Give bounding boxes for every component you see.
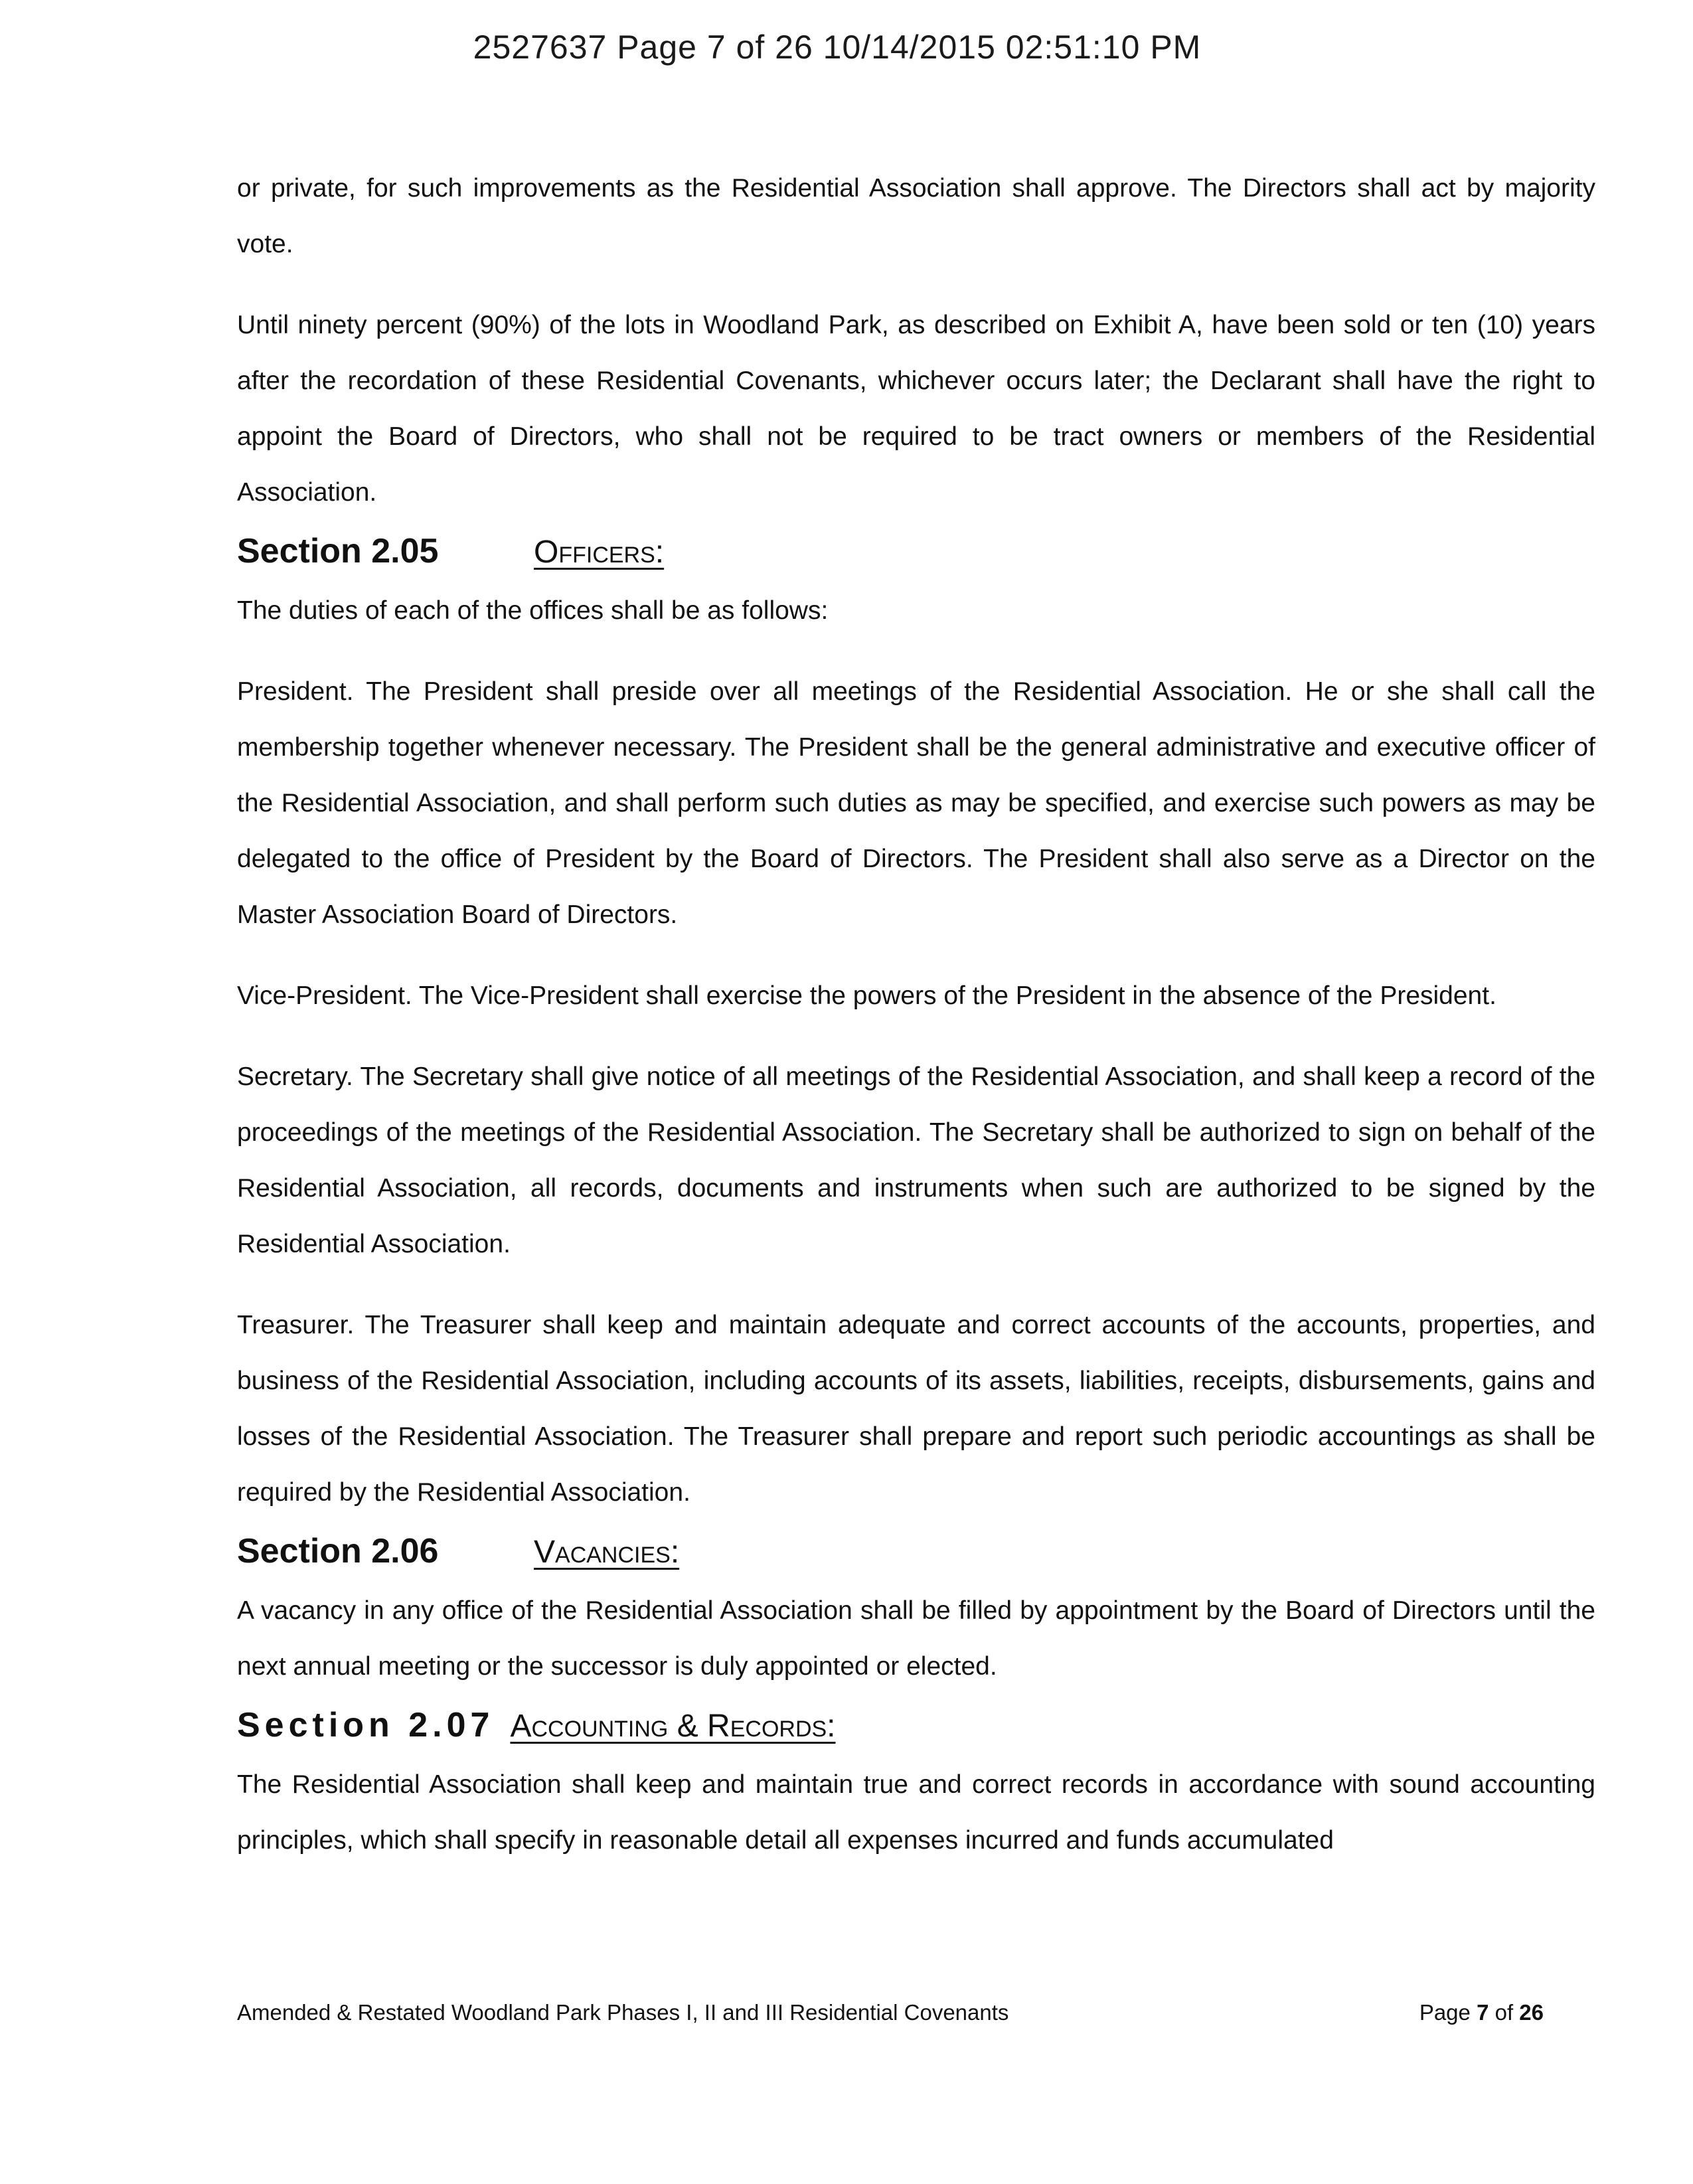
officer-treasurer: Treasurer. The Treasurer shall keep and maintain adequate and correct accounts of the accounts, properties, and business of the Residential Association, including accounts of its assets, liabilities, receipts, disbursements, gains and losses of the Residential Association. The Treasurer shall prepare and report such periodic accountings as shall be required by the Residential Association. bbox=[237, 1311, 1595, 1507]
paragraph-declarant-rights: Until ninety percent (90%) of the lots in Woodland Park, as described on Exhibit A, have been sold or ten (10) years after the recordation of these Residential Covenants, whichever occurs later; the Declarant shall have the right to appoint the Board of Directors, who shall not be required to be tract owners or members of the Residential Association. bbox=[237, 311, 1595, 507]
vacancies-text: A vacancy in any office of the Residential Association shall be filled by appointment by the Board of Directors until the next annual meeting or the successor is duly appointed or elected. bbox=[237, 1596, 1595, 1681]
accounting-records-text: The Residential Association shall keep and maintain true and correct records in accordance with sound accounting principles, which shall specify in reasonable detail all expenses incurred and funds accumulated bbox=[237, 1770, 1595, 1855]
footer-page-number bbox=[1419, 2000, 1544, 2025]
officer-vice-president: Vice-President. The Vice-President shall exercise the powers of the President in the absence of the President. bbox=[237, 981, 1496, 1010]
paragraph-intro: or private, for such improvements as the Residential Association shall approve. The Directors shall act by majority vote. bbox=[237, 174, 1595, 258]
page-footer bbox=[237, 2000, 1544, 2025]
section-2-07-label: Section 2.07 bbox=[237, 1706, 495, 1744]
recording-stamp: 2527637 Page 7 of 26 10/14/2015 02:51:10 PM bbox=[473, 29, 1202, 66]
section-2-06-title: Vacancies: bbox=[534, 1535, 680, 1570]
footer-document-title: Amended & Restated Woodland Park Phases I, II and III Residential Covenants bbox=[237, 2000, 1009, 2025]
section-2-07-title: Accounting & Records: bbox=[510, 1709, 836, 1744]
section-2-07-heading bbox=[237, 1705, 1595, 1760]
section-2-05-heading bbox=[237, 531, 1595, 586]
officer-president: President. The President shall preside over all meetings of the Residential Association. He or she shall call the membership together whenever necessary. The President shall be the general administrative and executive officer of the Residential Association, and shall perform such duties as may be specified, and exercise such powers as may be delegated to the office of President by the Board of Directors. The President shall also serve as a Director on the Master Association Board of Directors. bbox=[237, 677, 1595, 929]
footer-of-word: of bbox=[1489, 2000, 1520, 2025]
section-2-06-heading bbox=[237, 1531, 1595, 1586]
officer-secretary: Secretary. The Secretary shall give notice of all meetings of the Residential Association, and shall keep a record of the proceedings of the meetings of the Residential Association. The Secretary shall be authorized to sign on behalf of the Residential Association, all records, documents and instruments when such are authorized to be signed by the Residential Association. bbox=[237, 1062, 1595, 1258]
section-2-05-title: Officers: bbox=[534, 535, 665, 570]
footer-page-current: 7 bbox=[1477, 2000, 1489, 2025]
footer-page-word: Page bbox=[1419, 2000, 1477, 2025]
section-2-06-label: Section 2.06 bbox=[237, 1532, 439, 1570]
footer-page-total: 26 bbox=[1519, 2000, 1544, 2025]
document-body bbox=[237, 161, 1595, 1869]
section-2-05-label: Section 2.05 bbox=[237, 532, 439, 570]
officers-intro: The duties of each of the offices shall be as follows: bbox=[237, 596, 829, 625]
